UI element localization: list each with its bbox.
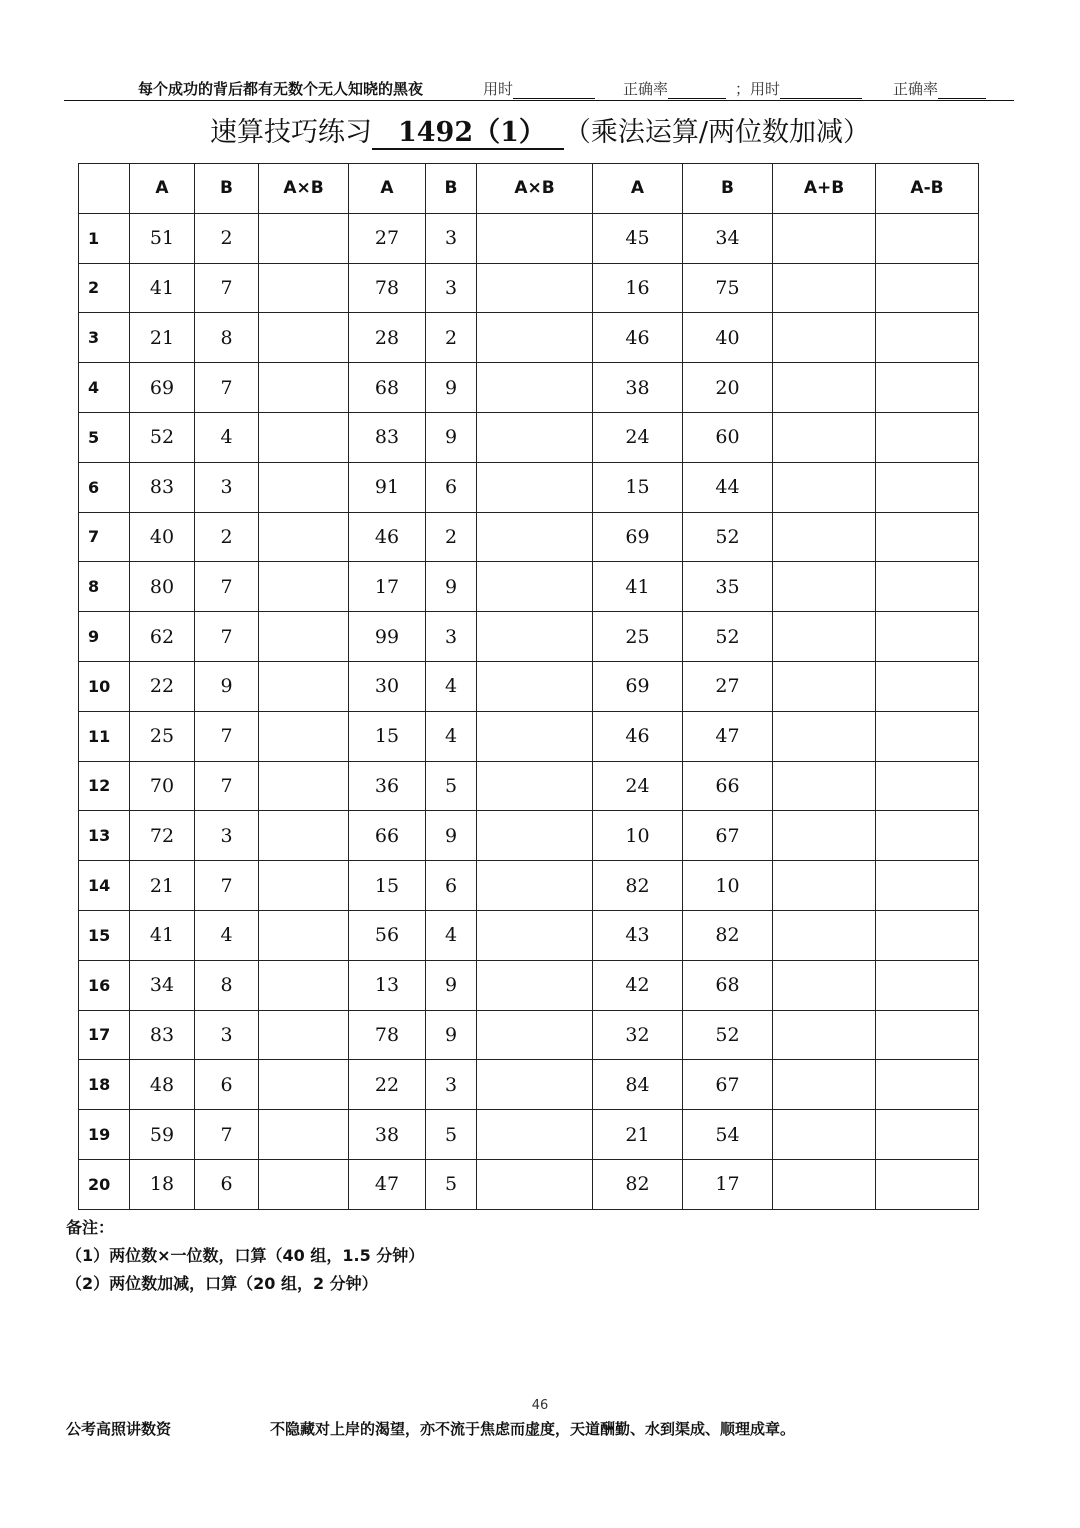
answer-cell[interactable]	[876, 761, 979, 811]
operand-cell: 72	[130, 811, 195, 861]
operand-cell: 34	[130, 960, 195, 1010]
operand-cell: 46	[593, 711, 683, 761]
footer-left: 公考高照讲数资	[66, 1420, 172, 1438]
answer-cell[interactable]	[259, 1159, 349, 1209]
table-row	[79, 960, 979, 1010]
header-motto: 每个成功的背后都有无数个无人知晓的黑夜	[138, 80, 424, 98]
row-number: 9	[79, 612, 130, 662]
answer-cell[interactable]	[773, 960, 876, 1010]
operand-cell: 9	[426, 363, 477, 413]
notes-heading: 备注：	[66, 1218, 115, 1237]
row-number: 2	[79, 263, 130, 313]
table-row	[79, 1159, 979, 1209]
page-number: 46	[531, 1398, 549, 1413]
operand-cell: 83	[349, 412, 426, 462]
column-header: B	[195, 164, 259, 214]
operand-cell: 25	[130, 711, 195, 761]
answer-cell[interactable]	[876, 263, 979, 313]
row-number: 7	[79, 512, 130, 562]
operand-cell: 6	[195, 1060, 259, 1110]
operand-cell: 35	[683, 562, 773, 612]
answer-cell[interactable]	[259, 811, 349, 861]
answer-cell[interactable]	[876, 562, 979, 612]
operand-cell: 82	[593, 1159, 683, 1209]
operand-cell: 3	[426, 213, 477, 263]
operand-cell: 46	[349, 512, 426, 562]
row-number: 13	[79, 811, 130, 861]
operand-cell: 99	[349, 612, 426, 662]
answer-cell[interactable]	[259, 363, 349, 413]
operand-cell: 46	[593, 313, 683, 363]
operand-cell: 2	[426, 313, 477, 363]
answer-cell[interactable]	[259, 462, 349, 512]
operand-cell: 21	[593, 1110, 683, 1160]
answer-cell[interactable]	[876, 462, 979, 512]
table-row	[79, 512, 979, 562]
accuracy-field-1[interactable]	[623, 78, 726, 99]
operand-cell: 3	[195, 1010, 259, 1060]
table-row	[79, 412, 979, 462]
table-body	[79, 213, 979, 1209]
answer-cell[interactable]	[477, 512, 593, 562]
operand-cell: 52	[683, 1010, 773, 1060]
answer-cell[interactable]	[773, 711, 876, 761]
operand-cell: 6	[426, 861, 477, 911]
operand-cell: 38	[349, 1110, 426, 1160]
column-header: A×B	[477, 164, 593, 214]
accuracy-label-1: 正确率	[623, 80, 669, 98]
answer-cell[interactable]	[773, 861, 876, 911]
operand-cell: 82	[593, 861, 683, 911]
operand-cell: 4	[426, 661, 477, 711]
operand-cell: 34	[683, 213, 773, 263]
answer-cell[interactable]	[477, 263, 593, 313]
table-row	[79, 761, 979, 811]
operand-cell: 66	[349, 811, 426, 861]
operand-cell: 3	[195, 811, 259, 861]
operand-cell: 25	[593, 612, 683, 662]
operand-cell: 91	[349, 462, 426, 512]
title-prefix: 速算技巧练习	[209, 117, 372, 148]
answer-cell[interactable]	[477, 1010, 593, 1060]
column-header: B	[683, 164, 773, 214]
operand-cell: 83	[130, 462, 195, 512]
operand-cell: 22	[130, 661, 195, 711]
answer-cell[interactable]	[259, 1110, 349, 1160]
operand-cell: 10	[683, 861, 773, 911]
operand-cell: 7	[195, 711, 259, 761]
row-number: 5	[79, 412, 130, 462]
answer-cell[interactable]	[773, 512, 876, 562]
answer-cell[interactable]	[876, 910, 979, 960]
operand-cell: 13	[349, 960, 426, 1010]
answer-cell[interactable]	[876, 412, 979, 462]
operand-cell: 7	[195, 861, 259, 911]
operand-cell: 7	[195, 562, 259, 612]
title-suffix: （乘法运算/两位数加减）	[563, 117, 871, 148]
operand-cell: 40	[130, 512, 195, 562]
answer-cell[interactable]	[259, 761, 349, 811]
answer-cell[interactable]	[259, 711, 349, 761]
note-item-1: （1）两位数×一位数，口算（40 组，1.5 分钟）	[66, 1246, 425, 1265]
row-number: 19	[79, 1110, 130, 1160]
operand-cell: 41	[130, 910, 195, 960]
title-code: 1492（1）	[372, 118, 564, 150]
operand-cell: 2	[426, 512, 477, 562]
operand-cell: 62	[130, 612, 195, 662]
operand-cell: 7	[195, 263, 259, 313]
operand-cell: 3	[426, 1060, 477, 1110]
operand-cell: 66	[683, 761, 773, 811]
answer-cell[interactable]	[773, 612, 876, 662]
row-number: 16	[79, 960, 130, 1010]
operand-cell: 20	[683, 363, 773, 413]
answer-cell[interactable]	[477, 861, 593, 911]
answer-cell[interactable]	[876, 363, 979, 413]
answer-cell[interactable]	[259, 512, 349, 562]
answer-cell[interactable]	[876, 612, 979, 662]
operand-cell: 27	[683, 661, 773, 711]
operand-cell: 41	[130, 263, 195, 313]
operand-cell: 32	[593, 1010, 683, 1060]
header-line	[138, 78, 998, 100]
answer-cell[interactable]	[477, 562, 593, 612]
answer-cell[interactable]	[773, 910, 876, 960]
answer-cell[interactable]	[477, 1060, 593, 1110]
answer-cell[interactable]	[477, 910, 593, 960]
answer-cell[interactable]	[259, 1010, 349, 1060]
operand-cell: 83	[130, 1010, 195, 1060]
answer-cell[interactable]	[876, 1159, 979, 1209]
answer-cell[interactable]	[876, 1010, 979, 1060]
operand-cell: 16	[593, 263, 683, 313]
operand-cell: 2	[195, 213, 259, 263]
operand-cell: 7	[195, 1110, 259, 1160]
operand-cell: 47	[683, 711, 773, 761]
operand-cell: 28	[349, 313, 426, 363]
row-number: 8	[79, 562, 130, 612]
answer-cell[interactable]	[773, 313, 876, 363]
table-row	[79, 462, 979, 512]
operand-cell: 21	[130, 313, 195, 363]
operand-cell: 9	[426, 960, 477, 1010]
answer-cell[interactable]	[259, 1060, 349, 1110]
answer-cell[interactable]	[259, 263, 349, 313]
table-row	[79, 661, 979, 711]
accuracy-blank-1[interactable]	[668, 82, 726, 99]
operand-cell: 17	[349, 562, 426, 612]
row-number: 10	[79, 661, 130, 711]
answer-cell[interactable]	[876, 512, 979, 562]
note-item-2: （2）两位数加减，口算（20 组，2 分钟）	[66, 1274, 378, 1293]
answer-cell[interactable]	[259, 562, 349, 612]
accuracy-blank-2[interactable]	[938, 82, 986, 99]
operand-cell: 8	[195, 313, 259, 363]
operand-cell: 9	[426, 1010, 477, 1060]
accuracy-field-2[interactable]	[893, 78, 986, 99]
operand-cell: 68	[349, 363, 426, 413]
table-row	[79, 363, 979, 413]
operand-cell: 52	[683, 612, 773, 662]
operand-cell: 69	[593, 512, 683, 562]
operand-cell: 60	[683, 412, 773, 462]
page-title	[0, 110, 1080, 150]
table-row	[79, 711, 979, 761]
row-number: 18	[79, 1060, 130, 1110]
operand-cell: 78	[349, 1010, 426, 1060]
notes	[66, 1214, 424, 1298]
answer-cell[interactable]	[259, 960, 349, 1010]
operand-cell: 67	[683, 811, 773, 861]
operand-cell: 4	[195, 412, 259, 462]
operand-cell: 10	[593, 811, 683, 861]
table-row	[79, 612, 979, 662]
row-number: 12	[79, 761, 130, 811]
table-row	[79, 313, 979, 363]
answer-cell[interactable]	[773, 761, 876, 811]
operand-cell: 56	[349, 910, 426, 960]
header-rule	[64, 100, 1014, 101]
time-blank-2[interactable]	[780, 82, 862, 99]
operand-cell: 45	[593, 213, 683, 263]
table-row	[79, 1060, 979, 1110]
answer-cell[interactable]	[773, 811, 876, 861]
answer-cell[interactable]	[477, 761, 593, 811]
answer-cell[interactable]	[876, 313, 979, 363]
operand-cell: 7	[195, 761, 259, 811]
operand-cell: 43	[593, 910, 683, 960]
time-field-1[interactable]	[483, 78, 595, 99]
accuracy-label-2: 正确率	[893, 80, 939, 98]
column-header: A×B	[259, 164, 349, 214]
operand-cell: 15	[349, 861, 426, 911]
answer-cell[interactable]	[876, 1060, 979, 1110]
operand-cell: 52	[130, 412, 195, 462]
operand-cell: 9	[426, 562, 477, 612]
operand-cell: 9	[426, 811, 477, 861]
operand-cell: 24	[593, 412, 683, 462]
exercise-table	[78, 163, 979, 1210]
answer-cell[interactable]	[876, 811, 979, 861]
answer-cell[interactable]	[477, 1110, 593, 1160]
row-number: 20	[79, 1159, 130, 1209]
operand-cell: 3	[426, 263, 477, 313]
answer-cell[interactable]	[477, 462, 593, 512]
answer-cell[interactable]	[773, 1159, 876, 1209]
operand-cell: 4	[426, 910, 477, 960]
answer-cell[interactable]	[773, 661, 876, 711]
operand-cell: 70	[130, 761, 195, 811]
row-number: 6	[79, 462, 130, 512]
answer-cell[interactable]	[477, 661, 593, 711]
operand-cell: 75	[683, 263, 773, 313]
operand-cell: 6	[426, 462, 477, 512]
footer-right: 不隐藏对上岸的渴望，亦不流于焦虑而虚度，天道酬勤、水到渠成、顺理成章。	[270, 1420, 796, 1438]
operand-cell: 4	[426, 711, 477, 761]
operand-cell: 5	[426, 1110, 477, 1160]
answer-cell[interactable]	[876, 213, 979, 263]
operand-cell: 78	[349, 263, 426, 313]
operand-cell: 9	[426, 412, 477, 462]
column-header: A	[593, 164, 683, 214]
operand-cell: 5	[426, 1159, 477, 1209]
answer-cell[interactable]	[259, 412, 349, 462]
operand-cell: 5	[426, 761, 477, 811]
answer-cell[interactable]	[259, 612, 349, 662]
table-row	[79, 861, 979, 911]
operand-cell: 7	[195, 612, 259, 662]
operand-cell: 69	[130, 363, 195, 413]
answer-cell[interactable]	[477, 363, 593, 413]
answer-cell[interactable]	[876, 661, 979, 711]
operand-cell: 42	[593, 960, 683, 1010]
answer-cell[interactable]	[876, 960, 979, 1010]
operand-cell: 84	[593, 1060, 683, 1110]
operand-cell: 51	[130, 213, 195, 263]
operand-cell: 67	[683, 1060, 773, 1110]
time-field-2[interactable]	[735, 78, 862, 99]
operand-cell: 69	[593, 661, 683, 711]
operand-cell: 38	[593, 363, 683, 413]
answer-cell[interactable]	[773, 1010, 876, 1060]
table-row	[79, 1010, 979, 1060]
operand-cell: 47	[349, 1159, 426, 1209]
column-header	[79, 164, 130, 214]
table-row	[79, 213, 979, 263]
answer-cell[interactable]	[773, 1110, 876, 1160]
operand-cell: 2	[195, 512, 259, 562]
answer-cell[interactable]	[259, 313, 349, 363]
operand-cell: 68	[683, 960, 773, 1010]
operand-cell: 54	[683, 1110, 773, 1160]
table-row	[79, 811, 979, 861]
operand-cell: 40	[683, 313, 773, 363]
answer-cell[interactable]	[477, 960, 593, 1010]
answer-cell[interactable]	[773, 412, 876, 462]
answer-cell[interactable]	[876, 711, 979, 761]
column-header: A+B	[773, 164, 876, 214]
answer-cell[interactable]	[773, 462, 876, 512]
operand-cell: 48	[130, 1060, 195, 1110]
operand-cell: 8	[195, 960, 259, 1010]
operand-cell: 52	[683, 512, 773, 562]
operand-cell: 17	[683, 1159, 773, 1209]
column-header: A	[130, 164, 195, 214]
row-number: 1	[79, 213, 130, 263]
operand-cell: 6	[195, 1159, 259, 1209]
answer-cell[interactable]	[477, 213, 593, 263]
row-number: 4	[79, 363, 130, 413]
answer-cell[interactable]	[477, 612, 593, 662]
time-label-1: 用时	[483, 80, 514, 98]
answer-cell[interactable]	[773, 263, 876, 313]
operand-cell: 18	[130, 1159, 195, 1209]
table-row	[79, 263, 979, 313]
answer-cell[interactable]	[259, 661, 349, 711]
answer-cell[interactable]	[477, 412, 593, 462]
operand-cell: 24	[593, 761, 683, 811]
row-number: 14	[79, 861, 130, 911]
operand-cell: 3	[426, 612, 477, 662]
operand-cell: 36	[349, 761, 426, 811]
operand-cell: 27	[349, 213, 426, 263]
answer-cell[interactable]	[477, 811, 593, 861]
operand-cell: 59	[130, 1110, 195, 1160]
operand-cell: 15	[593, 462, 683, 512]
operand-cell: 80	[130, 562, 195, 612]
answer-cell[interactable]	[876, 861, 979, 911]
answer-cell[interactable]	[773, 363, 876, 413]
row-number: 11	[79, 711, 130, 761]
operand-cell: 41	[593, 562, 683, 612]
table-row	[79, 910, 979, 960]
column-header: A	[349, 164, 426, 214]
answer-cell[interactable]	[477, 1159, 593, 1209]
operand-cell: 82	[683, 910, 773, 960]
operand-cell: 15	[349, 711, 426, 761]
answer-cell[interactable]	[773, 1060, 876, 1110]
column-header: B	[426, 164, 477, 214]
operand-cell: 7	[195, 363, 259, 413]
table-row	[79, 1110, 979, 1160]
table-header-row	[79, 164, 979, 214]
time-label-2: ；用时	[735, 80, 781, 98]
operand-cell: 22	[349, 1060, 426, 1110]
answer-cell[interactable]	[259, 910, 349, 960]
answer-cell[interactable]	[477, 313, 593, 363]
answer-cell[interactable]	[259, 213, 349, 263]
operand-cell: 21	[130, 861, 195, 911]
operand-cell: 44	[683, 462, 773, 512]
answer-cell[interactable]	[876, 1110, 979, 1160]
row-number: 15	[79, 910, 130, 960]
table-row	[79, 562, 979, 612]
operand-cell: 3	[195, 462, 259, 512]
operand-cell: 9	[195, 661, 259, 711]
answer-cell[interactable]	[773, 213, 876, 263]
operand-cell: 30	[349, 661, 426, 711]
time-blank-1[interactable]	[513, 82, 595, 99]
answer-cell[interactable]	[259, 861, 349, 911]
column-header: A-B	[876, 164, 979, 214]
answer-cell[interactable]	[773, 562, 876, 612]
operand-cell: 4	[195, 910, 259, 960]
row-number: 17	[79, 1010, 130, 1060]
answer-cell[interactable]	[477, 711, 593, 761]
row-number: 3	[79, 313, 130, 363]
